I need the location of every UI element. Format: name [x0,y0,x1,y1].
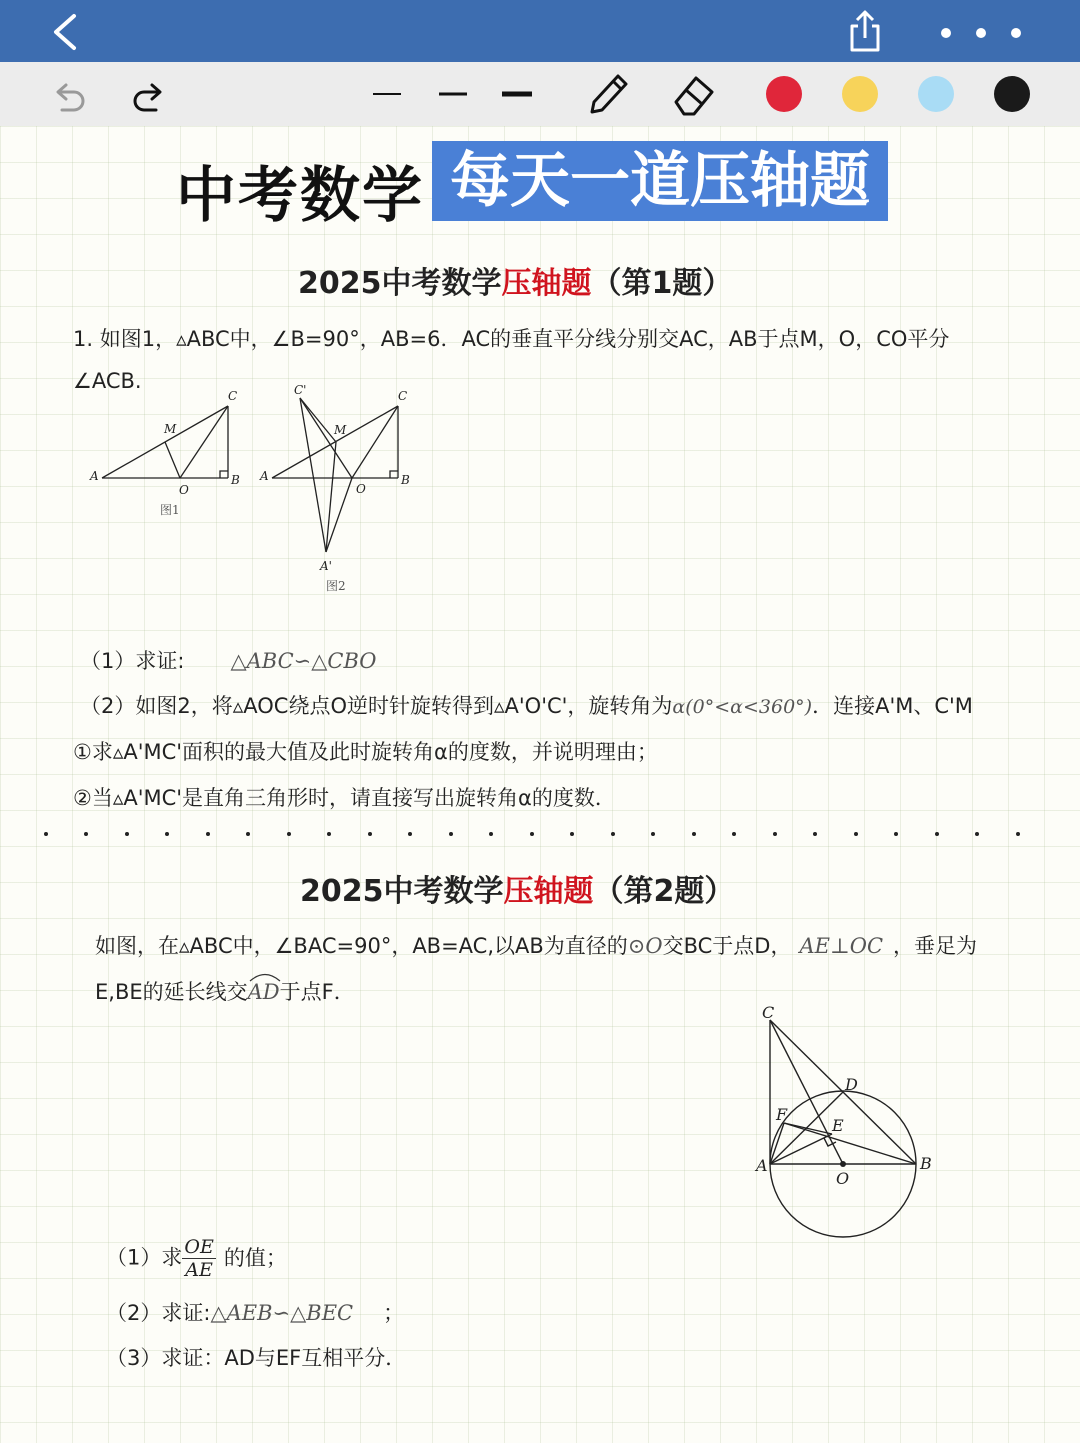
arc-ad [248,980,280,1004]
more-options-icon[interactable] [930,20,1030,46]
section-divider [42,820,1042,850]
q1-label: （1）求 [106,1245,183,1270]
title-year: 2025中考数学 [298,266,502,301]
fig2-label-b: B [401,473,410,487]
problem2-question1 [106,1236,287,1281]
q2-text: （2）如图2，将▵AOC绕点O逆时针旋转得到▵A'O'C'，旋转角为 [80,694,673,718]
color-lightblue-swatch[interactable] [914,62,958,126]
fig1-label-a: A [90,469,99,483]
banner-title-left: 中考数学 [176,161,424,231]
q2-formula: △AEB∽△BEC [210,1301,354,1325]
arc-mark-icon [248,972,282,982]
figure-3 [752,1000,942,1240]
fig2-label-o: O [356,482,366,496]
fig1-label-b: B [231,473,240,487]
problem1-title [298,258,732,302]
arc-ad-label: AD [247,980,280,1004]
fig2-label-c: C [398,389,408,403]
title-year: 2025中考数学 [300,874,504,909]
q2-label: （2）求证: [106,1301,211,1325]
stroke-medium-icon[interactable] [434,62,474,126]
share-icon[interactable] [842,8,888,54]
problem1-question1 [80,645,377,675]
fig3-label-a: A [756,1156,768,1175]
statement-text-2: 交BC于点D， [662,934,792,958]
color-red-swatch[interactable] [762,62,806,126]
title-number: （第2题） [593,874,735,909]
fig3-label-f: F [776,1105,788,1124]
q1-label: （1）求证: [80,649,185,673]
figure-2 [252,378,422,598]
statement-text-3: ，垂足为 [893,934,978,958]
stroke-thick-icon[interactable] [498,62,538,126]
problem1-question2 [80,690,973,720]
q1-text-end: 的值； [223,1245,287,1270]
fig3-label-e: E [832,1116,844,1135]
problem2-statement-line2 [95,976,355,1006]
app-header-bar [0,0,1080,62]
eraser-icon[interactable] [668,62,718,126]
fraction-oe-ae [182,1236,215,1281]
problem1-statement-line1: 1. 如图1，▵ABC中，∠B=90°，AB=6．AC的垂直平分线分别交AC，AB于点M，O，CO平分 [73,327,950,351]
banner-title-right: 每天一道压轴题 [432,141,888,221]
problem1-statement-line2: ∠ACB. [73,369,142,393]
fig2-label-m: M [334,423,347,437]
statement-text: E,BE的延长线交 [95,980,248,1004]
q2-text-end: ．连接A'M、C'M [812,694,973,718]
problem2-title [300,866,734,910]
undo-icon[interactable] [46,62,92,126]
figure-1 [84,386,254,526]
fig3-label-d: D [845,1075,858,1094]
stroke-thin-icon[interactable] [368,62,408,126]
drawing-toolbar [0,62,1080,126]
problem2-statement-line1 [95,930,977,960]
title-number: （第1题） [591,266,733,301]
title-highlight: 压轴题 [503,874,594,909]
redo-icon[interactable] [126,62,172,126]
title-highlight: 压轴题 [501,266,592,301]
problem2-question2 [106,1297,404,1327]
fig2-label-a-prime: A' [320,559,332,573]
fig1-label-c: C [228,389,238,403]
problem2-question3: （3）求证：AD与EF互相平分． [106,1346,407,1370]
q2-formula: α(0°<α<360°) [672,696,813,718]
q1-formula: △ABC∽△CBO [230,649,377,673]
fig1-label-m: M [164,422,177,436]
fig1-label-o: O [179,483,189,497]
fig2-caption: 图2 [326,579,346,593]
q2-end: ； [383,1301,405,1325]
fraction-denominator: AE [185,1259,213,1281]
color-black-swatch[interactable] [990,62,1034,126]
fraction-numerator: OE [184,1236,214,1258]
statement-text: 如图，在▵ABC中，∠BAC=90°，AB=AC,以AB为直径的 [95,934,628,958]
perpendicular-formula: AE⊥OC [799,934,884,958]
fig1-caption: 图1 [160,503,180,517]
problem1-subquestion1: ①求▵A'MC'面积的最大值及此时旋转角α的度数，并说明理由； [73,740,658,764]
circle-o-symbol: ⊙O [627,934,663,958]
pencil-icon[interactable] [582,62,632,126]
color-yellow-swatch[interactable] [838,62,882,126]
fig3-label-o: O [836,1169,850,1188]
statement-text-2: 于点F． [279,980,355,1004]
problem1-subquestion2: ②当▵A'MC'是直角三角形时，请直接写出旋转角α的度数． [73,786,616,810]
back-arrow-icon[interactable] [46,10,86,54]
fig2-label-a: A [260,469,269,483]
fig2-label-c-prime: C' [294,383,307,397]
fig3-label-c: C [762,1003,775,1022]
fig3-label-b: B [920,1154,932,1173]
